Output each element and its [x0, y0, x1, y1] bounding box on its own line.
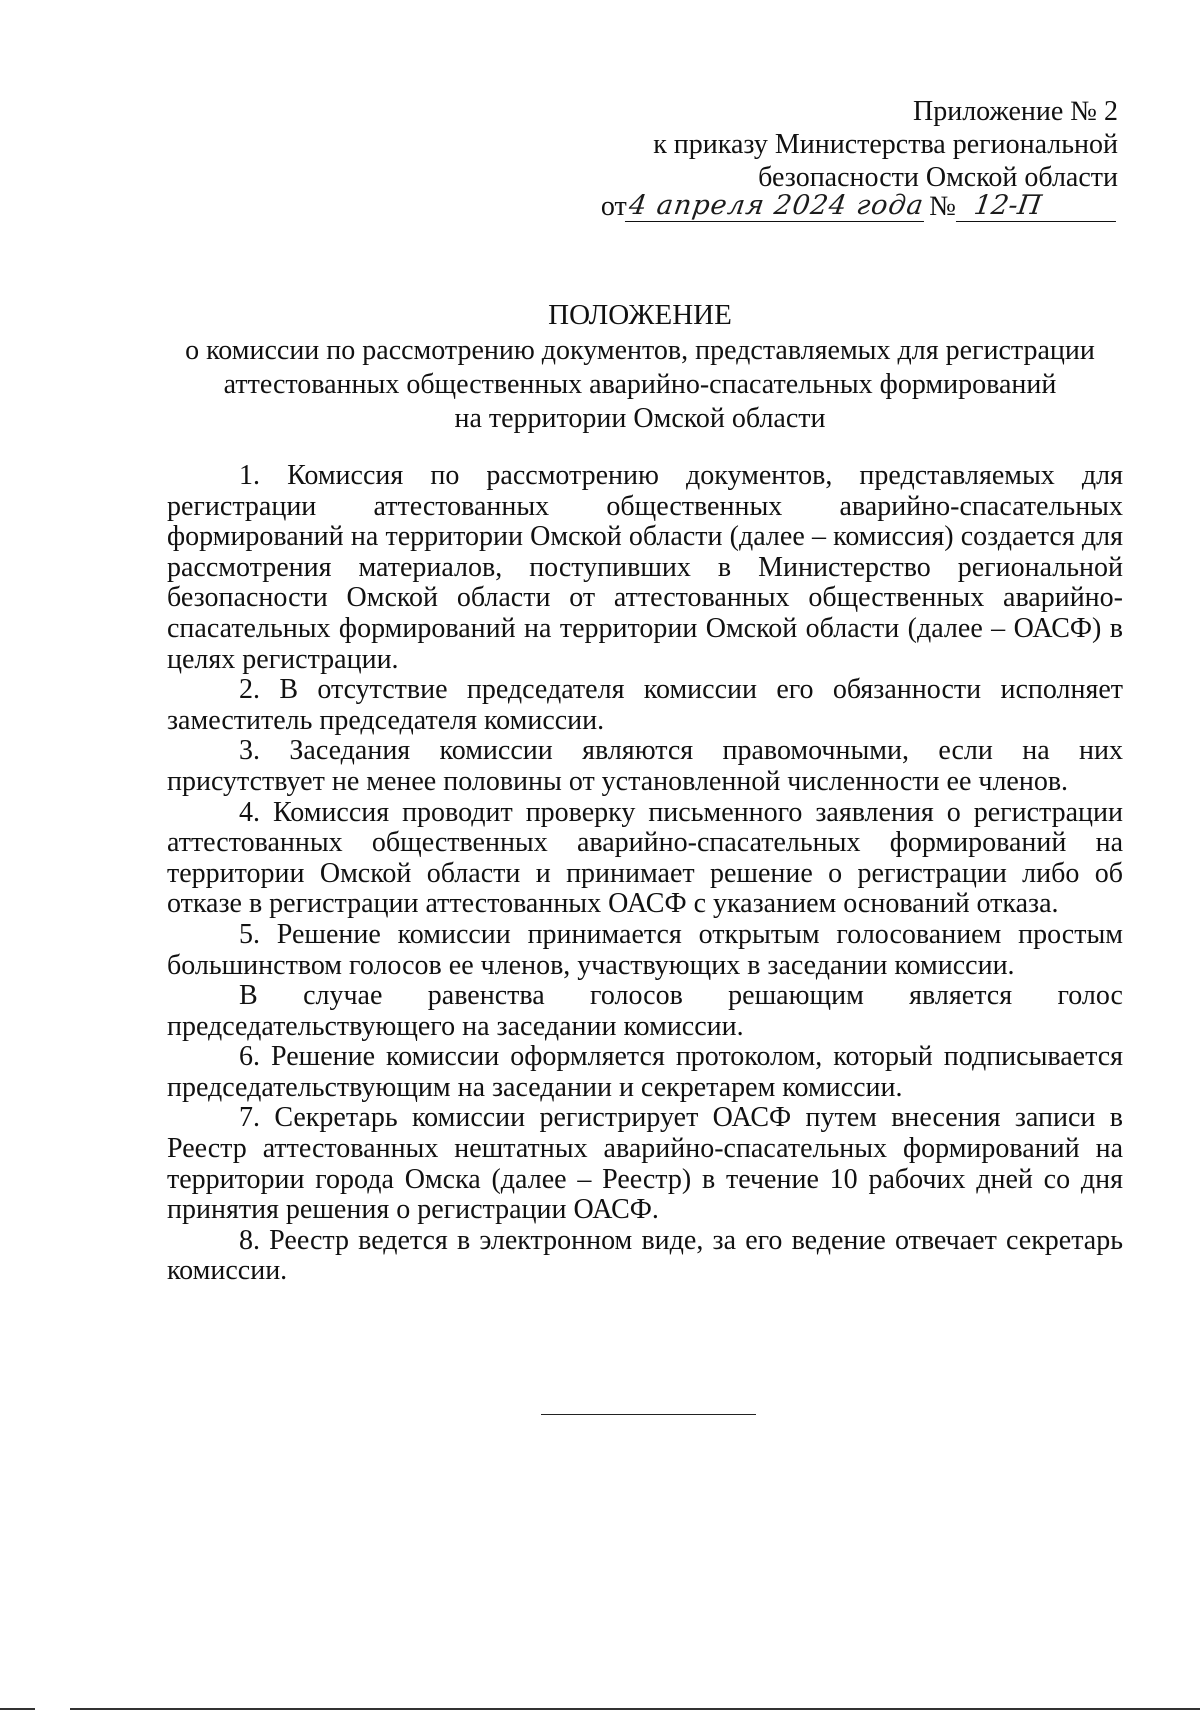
- paragraph: 6. Решение комиссии оформляется протоколом, который подписывается председательствующим на заседании и секретарем комиссии.: [167, 1041, 1123, 1103]
- page-edge-line: [0, 1708, 35, 1710]
- order-date-line: [601, 192, 1118, 222]
- title-line: аттестованных общественных аварийно-спасательных формирований: [223, 369, 1057, 400]
- paragraph: 4. Комиссия проводит проверку письменного заявления о регистрации аттестованных общественных аварийно-спасательных формирований на территории Омской области и принимает решение о регистрации либо об отказе в регистрации аттестованных ОАСФ с указанием оснований отказа.: [167, 796, 1123, 920]
- paragraph: 3. Заседания комиссии являются правомочными, если на них присутствует не менее половины от установленной численности ее членов.: [167, 735, 1123, 797]
- paragraph: 2. В отсутствие председателя комиссии его обязанности исполняет заместитель председателя комиссии.: [167, 674, 1123, 736]
- closing-divider: [541, 1414, 756, 1415]
- order-reference: к приказу Министерства региональной: [653, 129, 1118, 160]
- page-edge-line: [70, 1708, 1200, 1710]
- title-main: ПОЛОЖЕНИЕ: [548, 299, 732, 331]
- paragraph: В случае равенства голосов решающим является голос председательствующего на заседании комиссии.: [167, 980, 1123, 1042]
- number-prefix: №: [929, 191, 956, 222]
- title-line: на территории Омской области: [454, 403, 826, 434]
- paragraph: 8. Реестр ведется в электронном виде, за его ведение отвечает секретарь комиссии.: [167, 1224, 1123, 1287]
- title-line: о комиссии по рассмотрению документов, представляемых для регистрации: [185, 335, 1095, 366]
- document-title: [120, 298, 1160, 436]
- handwritten-date: 4 апреля 2024 года: [625, 192, 928, 222]
- paragraph: 7. Секретарь комиссии регистрирует ОАСФ путем внесения записи в Реестр аттестованных нештатных аварийно-спасательных формирований на территории города Омска (далее – Реестр) в течение 10 рабочих дней со дня принятия решения о регистрации ОАСФ.: [167, 1102, 1123, 1226]
- appendix-header: [653, 95, 1118, 194]
- handwritten-order-number: 12-П: [956, 192, 1120, 222]
- paragraph: 5. Решение комиссии принимается открытым голосованием простым большинством голосов ее членов, участвующих в заседании комиссии.: [167, 918, 1123, 981]
- date-prefix: от: [600, 191, 627, 222]
- document-body: [167, 461, 1123, 1287]
- appendix-number: Приложение № 2: [913, 96, 1118, 127]
- ministry-name: безопасности Омской области: [758, 162, 1118, 193]
- paragraph: 1. Комиссия по рассмотрению документов, представляемых для регистрации аттестованных общественных аварийно-спасательных формирований на территории Омской области (далее – комиссия) создается для рассмотрения материалов, поступивших в Министерство региональной безопасности Омской области от аттестованных общественных аварийно-спасательных формирований на территории Омской области (далее – ОАСФ) в целях регистрации.: [167, 460, 1123, 675]
